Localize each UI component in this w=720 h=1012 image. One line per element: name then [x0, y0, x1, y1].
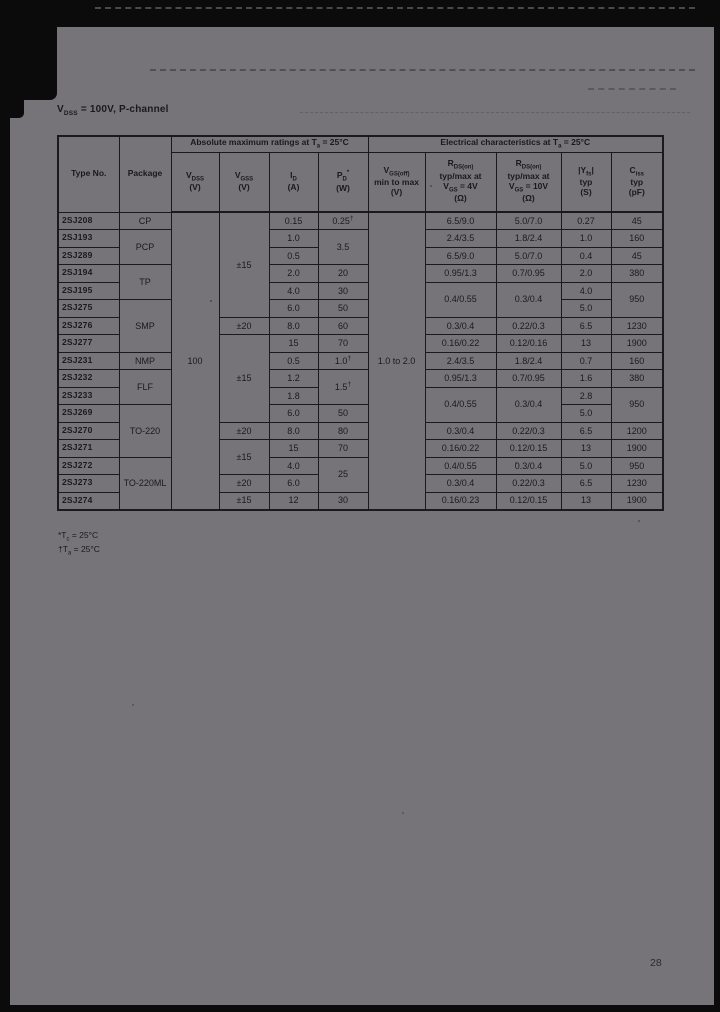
scan-artifact-dashes-mid [150, 69, 695, 71]
table-cell-vgss: ±20 [219, 475, 269, 493]
group-header-electrical: Electrical characteristics at $T_a = 25^\circ C$ [368, 136, 663, 152]
table-cell-id: 4.0 [269, 457, 318, 475]
table-cell-rds10: 0.22/0.3 [496, 475, 561, 493]
table-cell-id: 0.5 [269, 247, 318, 265]
table-cell-pd: 0.25† [318, 212, 368, 230]
table-row [58, 265, 663, 283]
table-cell-yfs: 1.6 [561, 370, 611, 388]
table-cell-rds10: 1.8/2.4 [496, 352, 561, 370]
col-header-vgs-off: $V_{GS(off)}$ min to max (V) [368, 152, 425, 212]
table-cell-rds4: 0.95/1.3 [425, 265, 496, 283]
table-cell-type_no: 2SJ232 [58, 370, 119, 388]
table-cell-id: 8.0 [269, 317, 318, 335]
col-header-package: Package [119, 136, 171, 212]
table-cell-vdss: 100 [171, 212, 219, 510]
table-cell-id: 1.8 [269, 387, 318, 405]
table-cell-vgss: ±15 [219, 492, 269, 510]
table-cell-rds10: 0.3/0.4 [496, 282, 561, 317]
table-cell-yfs: 2.8 [561, 387, 611, 405]
table-cell-type_no: 2SJ275 [58, 300, 119, 318]
caption-subscript: DSS [63, 110, 78, 117]
table-cell-rds10: 0.12/0.15 [496, 492, 561, 510]
caption-symbol: V [57, 104, 64, 115]
table-cell-yfs: 5.0 [561, 457, 611, 475]
table-cell-id: 6.0 [269, 475, 318, 493]
table-cell-vgss: ±15 [219, 440, 269, 475]
table-cell-id: 15 [269, 440, 318, 458]
table-cell-rds4: 6.5/9.0 [425, 212, 496, 230]
table-cell-id: 2.0 [269, 265, 318, 283]
table-cell-rds10: 0.3/0.4 [496, 457, 561, 475]
table-cell-id: 0.5 [269, 352, 318, 370]
table-cell-yfs: 0.27 [561, 212, 611, 230]
table-cell-type_no: 2SJ270 [58, 422, 119, 440]
table-cell-rds10: 0.22/0.3 [496, 422, 561, 440]
table-cell-id: 4.0 [269, 282, 318, 300]
table-cell-vgss: ±15 [219, 212, 269, 317]
table-caption [57, 104, 169, 117]
table-row [58, 212, 663, 230]
mosfet-spec-table [57, 135, 664, 511]
scan-corner-artifact-step [0, 0, 24, 118]
spec-table-container [57, 135, 664, 511]
table-cell-rds4: 0.3/0.4 [425, 422, 496, 440]
table-cell-yfs: 13 [561, 335, 611, 353]
table-cell-type_no: 2SJ289 [58, 247, 119, 265]
table-cell-vgss: ±20 [219, 317, 269, 335]
table-cell-type_no: 2SJ277 [58, 335, 119, 353]
table-cell-pd: 25 [318, 457, 368, 492]
table-cell-ciss: 1900 [611, 440, 663, 458]
table-cell-yfs: 6.5 [561, 317, 611, 335]
table-row [58, 370, 663, 388]
scan-speck-noise [0, 0, 2, 2]
table-cell-rds4: 0.4/0.55 [425, 387, 496, 422]
table-cell-ciss: 1230 [611, 317, 663, 335]
table-cell-yfs: 0.7 [561, 352, 611, 370]
table-row [58, 300, 663, 318]
table-cell-package: FLF [119, 370, 171, 405]
table-cell-package: TO-220ML [119, 457, 171, 510]
group-header-abs-max: Absolute maximum ratings at $T_a = 25^\circ C$ [171, 136, 368, 152]
table-cell-id: 6.0 [269, 405, 318, 423]
table-cell-ciss: 380 [611, 370, 663, 388]
table-cell-yfs: 13 [561, 440, 611, 458]
table-cell-ciss: 160 [611, 230, 663, 248]
col-header-rds-on-4v: $R_{DS(on)}$ typ/max at $V_{GS} = 4V$ (Ω) [425, 152, 496, 212]
table-cell-rds4: 0.16/0.22 [425, 335, 496, 353]
table-cell-id: 1.2 [269, 370, 318, 388]
table-cell-id: 8.0 [269, 422, 318, 440]
table-row [58, 405, 663, 423]
table-cell-ciss: 380 [611, 265, 663, 283]
col-header-vgss: $V_{GSS}$ (V) [219, 152, 269, 212]
table-cell-package: PCP [119, 230, 171, 265]
table-cell-rds10: 0.7/0.95 [496, 370, 561, 388]
table-cell-ciss: 950 [611, 282, 663, 317]
table-cell-yfs: 6.5 [561, 422, 611, 440]
table-cell-ciss: 1900 [611, 492, 663, 510]
table-cell-type_no: 2SJ193 [58, 230, 119, 248]
table-cell-rds10: 5.0/7.0 [496, 212, 561, 230]
table-row [58, 352, 663, 370]
col-header-rds-on-10v: $R_{DS(on)}$ typ/max at $V_{GS} = 10V$ (Ω) [496, 152, 561, 212]
col-header-ciss: $C_{iss}$ typ (pF) [611, 152, 663, 212]
table-cell-vgss: ±15 [219, 335, 269, 423]
table-cell-pd: 30 [318, 282, 368, 300]
table-cell-type_no: 2SJ233 [58, 387, 119, 405]
table-cell-pd: 3.5 [318, 230, 368, 265]
table-body [58, 212, 663, 510]
table-cell-pd: 1.0† [318, 352, 368, 370]
table-cell-pd: 1.5† [318, 370, 368, 405]
table-cell-rds10: 0.22/0.3 [496, 317, 561, 335]
table-cell-package: SMP [119, 300, 171, 353]
table-cell-yfs: 1.0 [561, 230, 611, 248]
table-cell-pd: 20 [318, 265, 368, 283]
table-cell-rds10: 0.7/0.95 [496, 265, 561, 283]
table-cell-type_no: 2SJ195 [58, 282, 119, 300]
table-cell-rds10: 0.12/0.16 [496, 335, 561, 353]
scan-artifact-dashes-faint [300, 112, 690, 113]
table-cell-yfs: 5.0 [561, 300, 611, 318]
table-cell-type_no: 2SJ273 [58, 475, 119, 493]
table-cell-id: 6.0 [269, 300, 318, 318]
caption-text: = 100V, P-channel [77, 104, 169, 115]
table-cell-pd: 30 [318, 492, 368, 510]
table-cell-rds4: 0.16/0.22 [425, 440, 496, 458]
table-cell-rds4: 0.4/0.55 [425, 282, 496, 317]
table-row [58, 230, 663, 248]
table-cell-id: 15 [269, 335, 318, 353]
table-cell-pd: 60 [318, 317, 368, 335]
table-cell-rds4: 0.3/0.4 [425, 317, 496, 335]
table-cell-yfs: 5.0 [561, 405, 611, 423]
table-cell-type_no: 2SJ269 [58, 405, 119, 423]
scan-artifact-dashes-right [588, 88, 676, 90]
table-cell-rds4: 2.4/3.5 [425, 230, 496, 248]
col-header-id: $I_D$ (A) [269, 152, 318, 212]
page-number: 28 [650, 957, 662, 969]
table-cell-rds10: 1.8/2.4 [496, 230, 561, 248]
table-cell-id: 0.15 [269, 212, 318, 230]
footnote-ta: $\dagger T_a = 25^\circ C$ [58, 544, 100, 557]
table-cell-vgsoff: 1.0 to 2.0 [368, 212, 425, 510]
table-cell-pd: 70 [318, 335, 368, 353]
table-cell-yfs: 0.4 [561, 247, 611, 265]
table-cell-package: TP [119, 265, 171, 300]
table-row [58, 457, 663, 475]
table-cell-ciss: 45 [611, 212, 663, 230]
table-cell-type_no: 2SJ231 [58, 352, 119, 370]
table-cell-pd: 50 [318, 300, 368, 318]
table-cell-rds4: 6.5/9.0 [425, 247, 496, 265]
table-cell-package: NMP [119, 352, 171, 370]
col-header-pd: $P_D^*$ (W) [318, 152, 368, 212]
table-cell-ciss: 950 [611, 457, 663, 475]
table-cell-rds10: 0.12/0.15 [496, 440, 561, 458]
table-cell-pd: 80 [318, 422, 368, 440]
footnote-tc: $*T_c = 25^\circ C$ [58, 530, 99, 543]
table-cell-rds4: 2.4/3.5 [425, 352, 496, 370]
scan-artifact-dashes-top [95, 7, 695, 9]
table-cell-ciss: 950 [611, 387, 663, 422]
table-cell-package: CP [119, 212, 171, 230]
table-cell-rds4: 0.95/1.3 [425, 370, 496, 388]
table-cell-type_no: 2SJ208 [58, 212, 119, 230]
table-cell-yfs: 6.5 [561, 475, 611, 493]
table-cell-type_no: 2SJ276 [58, 317, 119, 335]
table-cell-yfs: 4.0 [561, 282, 611, 300]
col-header-type-no: Type No. [58, 136, 119, 212]
table-cell-rds4: 0.3/0.4 [425, 475, 496, 493]
table-cell-ciss: 1230 [611, 475, 663, 493]
table-cell-type_no: 2SJ272 [58, 457, 119, 475]
col-header-vdss: $V_{DSS}$ (V) [171, 152, 219, 212]
table-cell-rds4: 0.4/0.55 [425, 457, 496, 475]
table-cell-ciss: 45 [611, 247, 663, 265]
table-cell-type_no: 2SJ271 [58, 440, 119, 458]
table-cell-yfs: 13 [561, 492, 611, 510]
table-cell-pd: 50 [318, 405, 368, 423]
col-header-yfs: $|Y_{fs}|$ typ (S) [561, 152, 611, 212]
table-cell-ciss: 1900 [611, 335, 663, 353]
table-cell-ciss: 160 [611, 352, 663, 370]
table-cell-rds10: 0.3/0.4 [496, 387, 561, 422]
table-cell-rds10: 5.0/7.0 [496, 247, 561, 265]
table-cell-vgss: ±20 [219, 422, 269, 440]
table-cell-yfs: 2.0 [561, 265, 611, 283]
table-cell-ciss: 1200 [611, 422, 663, 440]
table-cell-rds4: 0.16/0.23 [425, 492, 496, 510]
table-cell-id: 12 [269, 492, 318, 510]
table-cell-package: TO-220 [119, 405, 171, 458]
table-cell-type_no: 2SJ194 [58, 265, 119, 283]
table-cell-type_no: 2SJ274 [58, 492, 119, 510]
table-cell-id: 1.0 [269, 230, 318, 248]
table-cell-pd: 70 [318, 440, 368, 458]
group-header-row [58, 136, 663, 152]
